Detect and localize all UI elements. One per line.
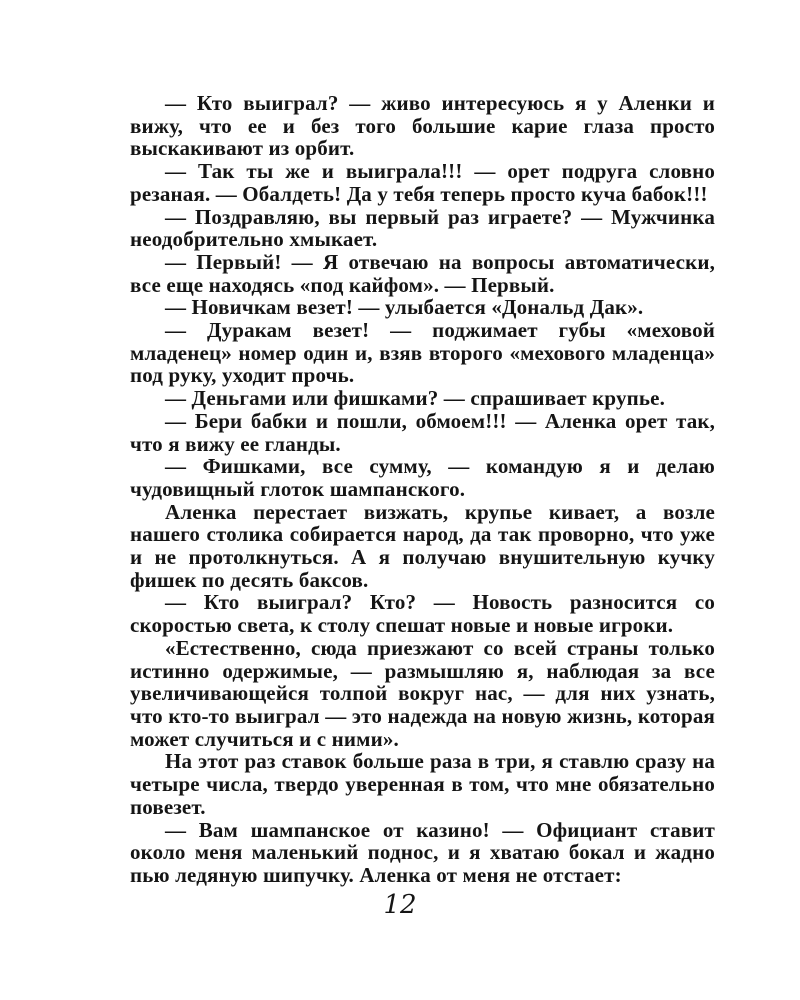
paragraph: На этот раз ставок больше раза в три, я ставлю сразу на четыре числа, твердо уверенная в том, что мне обязательно повезет. <box>130 749 715 819</box>
paragraph: Аленка перестает визжать, крупье кивает, а возле нашего столика собирается народ, да так проворно, что уже и не протолкнуться. А я получаю внушительную кучку фишек по десять баксов. <box>130 499 715 592</box>
paragraph: — Поздравляю, вы первый раз играете? — Мужчинка неодобрительно хмыкает. <box>130 204 715 252</box>
page-number: 12 <box>383 890 417 920</box>
paragraph: — Бери бабки и пошли, обмоем!!! — Аленка орет так, что я вижу ее гланды. <box>130 408 715 456</box>
paragraph: — Первый! — Я отвечаю на вопросы автоматически, все еще находясь «под кайфом». — Первый. <box>130 249 715 297</box>
paragraph: «Естественно, сюда приезжают со всей страны только истинно одержимые, — размышляю я, наблюдая за все увеличивающейся толпой вокруг нас, — для них узнать, что кто-то выиграл — это надежда на новую жизнь, которая может случиться и с ними». <box>130 635 715 751</box>
body-text <box>130 92 715 887</box>
paragraph: — Кто выиграл? — живо интересуюсь я у Аленки и вижу, что ее и без того большие карие глаза просто выскакивают из орбит. <box>130 91 715 161</box>
paragraph: — Кто выиграл? Кто? — Новость разносится со скоростью света, к столу спешат новые и новые игроки. <box>130 590 715 638</box>
paragraph: — Новичкам везет! — улыбается «Дональд Дак». <box>165 295 644 320</box>
paragraph: — Деньгами или фишками? — спрашивает крупье. <box>165 386 665 411</box>
paragraph: — Вам шампанское от казино! — Официант ставит около меня маленький поднос, и я хватаю бокал и жадно пью ледяную шипучку. Аленка от меня не отстает: <box>130 817 715 887</box>
paragraph: — Дуракам везет! — поджимает губы «меховой младенец» номер один и, взяв второго «мехового младенца» под руку, уходит прочь. <box>130 318 715 388</box>
paragraph: — Так ты же и выиграла!!! — орет подруга словно резаная. — Обалдеть! Да у тебя теперь просто куча бабок!!! <box>130 159 715 206</box>
paragraph: — Фишками, все сумму, — командую я и делаю чудовищный глоток шампанского. <box>130 454 715 501</box>
